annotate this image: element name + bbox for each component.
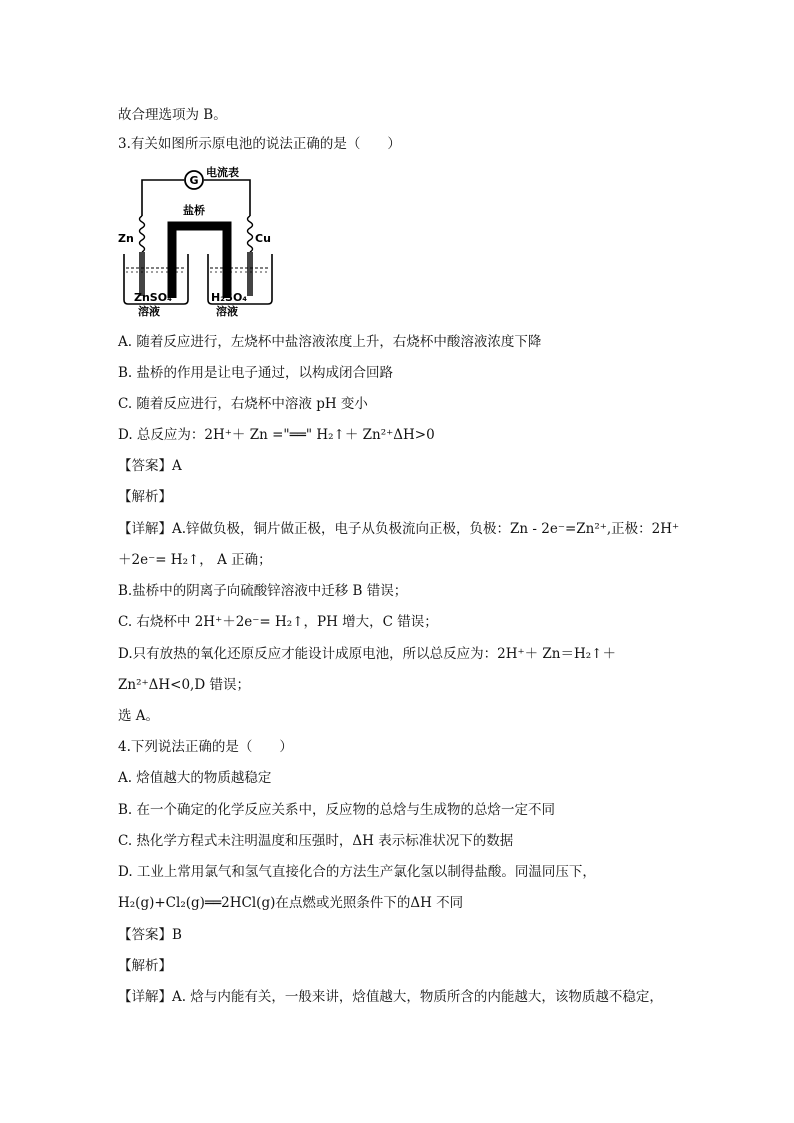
galvanic-cell-figure — [116, 162, 296, 318]
option-d: D. 总反应为：2H⁺＋ Zn ="══" H₂↑＋ Zn²⁺ΔH>0 — [118, 427, 435, 443]
salt-bridge-label: 盐桥 — [183, 204, 205, 217]
zn-electrode — [139, 252, 145, 296]
detail-line: Zn²⁺ΔH<0,D 错误； — [118, 677, 250, 693]
detail-line: ＋2e⁻= H₂↑， A 正确； — [118, 552, 272, 568]
option-c: C. 热化学方程式未注明温度和压强时，ΔH 表示标准状况下的数据 — [118, 833, 514, 849]
option-d-continued: H₂(g)+Cl₂(g)══2HCl(g)在点燃或光照条件下的ΔH 不同 — [118, 895, 464, 911]
galvanometer-symbol: G — [189, 174, 199, 187]
right-solution-formula: H₂SO₄ — [211, 291, 248, 304]
ammeter-label: 电流表 — [206, 166, 239, 179]
option-b: B. 在一个确定的化学反应关系中，反应物的总焓与生成物的总焓一定不同 — [118, 802, 556, 818]
text-line: 故合理选项为 B。 — [118, 107, 227, 123]
cu-electrode — [247, 252, 253, 296]
detail-line: D.只有放热的氧化还原反应才能设计成原电池，所以总反应为：2H⁺＋ Zn＝H₂↑＋ — [118, 646, 616, 662]
right-coil-wire — [248, 216, 253, 252]
option-c: C. 随着反应进行，右烧杯中溶液 pH 变小 — [118, 396, 368, 412]
analysis-label: 【解析】 — [118, 958, 172, 974]
salt-bridge-tube — [172, 226, 227, 298]
right-solution-word: 溶液 — [216, 305, 238, 318]
left-solution-word: 溶液 — [138, 305, 160, 318]
analysis-label: 【解析】 — [118, 489, 172, 505]
zn-label: Zn — [118, 232, 134, 245]
detail-line: C. 右烧杯中 2H⁺＋2e⁻= H₂↑，PH 增大，C 错误； — [118, 614, 438, 630]
option-a: A. 焓值越大的物质越稳定 — [118, 770, 272, 786]
cu-label: Cu — [255, 232, 271, 245]
detail-line: 【详解】A. 焓与内能有关，一般来讲，焓值越大，物质所含的内能越大，该物质越不稳定， — [118, 989, 663, 1005]
option-a: A. 随着反应进行，左烧杯中盐溶液浓度上升，右烧杯中酸溶液浓度下降 — [118, 334, 542, 350]
left-solution-formula: ZnSO₄ — [134, 291, 172, 304]
answer-label: 【答案】A — [118, 458, 182, 474]
left-coil-wire — [140, 216, 145, 252]
detail-line: B.盐桥中的阴离子向硫酸锌溶液中迁移 B 错误； — [118, 583, 408, 599]
detail-line: 【详解】A.锌做负极，铜片做正极，电子从负极流向正极，负极：Zn - 2e⁻=Zn²⁺,正极：2H⁺ — [118, 521, 680, 537]
choose-line: 选 A。 — [118, 708, 160, 724]
galvanic-cell-diagram — [116, 162, 296, 318]
question-3-stem: 3.有关如图所示原电池的说法正确的是（ ） — [118, 136, 401, 152]
option-b: B. 盐桥的作用是让电子通过，以构成闭合回路 — [118, 365, 394, 381]
option-d: D. 工业上常用氯气和氢气直接化合的方法生产氯化氢以制得盐酸。同温同压下， — [118, 864, 596, 880]
answer-label: 【答案】B — [118, 927, 182, 943]
question-4-stem: 4.下列说法正确的是（ ） — [118, 739, 293, 755]
